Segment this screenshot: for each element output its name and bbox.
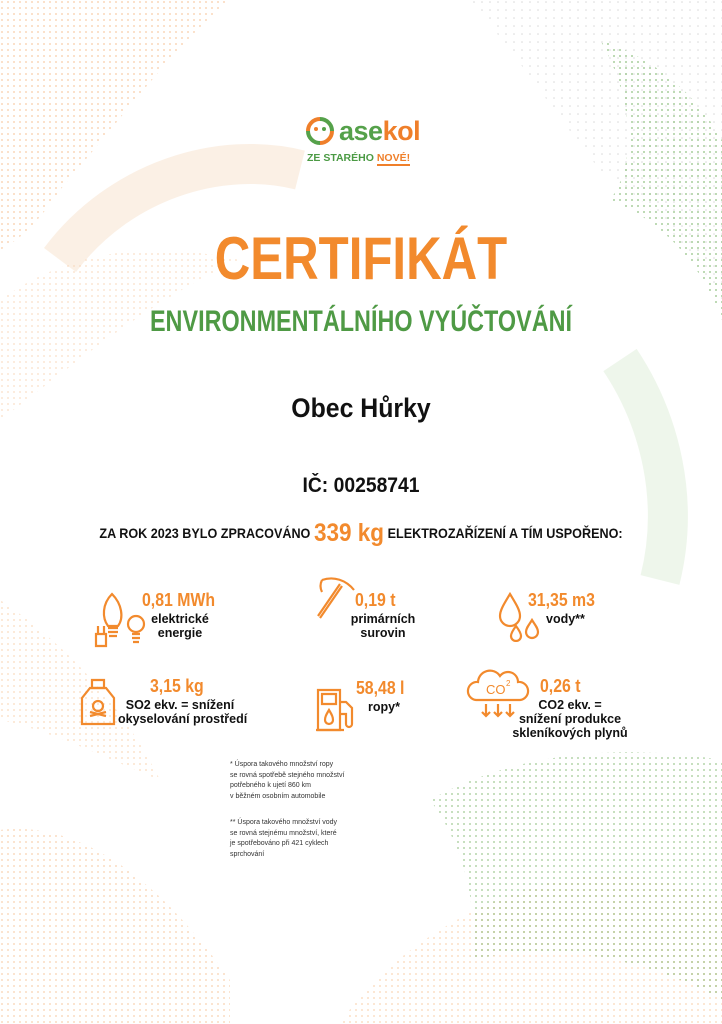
light-bulbs-icon <box>92 590 148 648</box>
company-id-value: 00258741 <box>333 474 420 497</box>
processed-amount: 339 kg <box>313 519 385 547</box>
logo-slogan: ZE STARÉHO NOVÉ! <box>307 152 411 164</box>
stat-co2-label: CO2 ekv. = snížení produkce skleníkových plynů <box>512 698 628 740</box>
stat-raw-materials-label: primárních surovin <box>350 612 416 640</box>
stat-electricity-label: elektrické energie <box>151 612 209 640</box>
stat-electricity-value: 0,81 MWh <box>142 590 216 610</box>
certificate-title: CERTIFIKÁT <box>214 225 508 292</box>
recipient-name: Obec Hůrky <box>291 393 431 423</box>
certificate-subtitle: ENVIRONMENTÁLNÍHO VYÚČTOVÁNÍ <box>149 305 573 338</box>
co2-icon-text: CO <box>486 682 506 697</box>
footnote-water: ** Úspora takového množství vody se rovná stejnému množství, které je spotřebováno při 421 cyklech sprchování <box>230 819 337 858</box>
co2-icon-sup: 2 <box>506 679 511 688</box>
stat-water-label: vody** <box>546 612 585 626</box>
processed-sentence: ZA ROK 2023 BYLO ZPRACOVÁNO 339 kg ELEKTROZAŘÍZENÍ A TÍM USPOŘENO: <box>99 519 623 547</box>
stat-oil-value: 58,48 l <box>356 678 405 698</box>
logo-word-part1: ase <box>339 116 383 146</box>
asekol-recycle-icon <box>305 116 335 146</box>
stat-so2-label: SO2 ekv. = snížení okyselování prostředí <box>118 698 248 726</box>
asekol-logo <box>305 112 425 172</box>
stat-oil-label: ropy* <box>368 700 400 714</box>
stat-raw-materials-value: 0,19 t <box>355 590 396 610</box>
stat-water-value: 31,35 m3 <box>528 590 595 610</box>
toxic-bottle-icon <box>76 678 120 728</box>
stat-co2-value: 0,26 t <box>540 676 581 696</box>
logo-word-part2: kol <box>382 116 421 146</box>
logo-slogan-highlight: NOVÉ! <box>376 152 411 164</box>
stat-so2-value: 3,15 kg <box>150 676 204 696</box>
fuel-pump-icon <box>314 684 360 734</box>
footnote-oil: * Úspora takového množství ropy se rovná spotřebě stejného množství potřebného k ujetí 860 km v běžném osobním automobile <box>230 761 345 800</box>
company-id: IČ: 00258741 <box>302 474 420 497</box>
